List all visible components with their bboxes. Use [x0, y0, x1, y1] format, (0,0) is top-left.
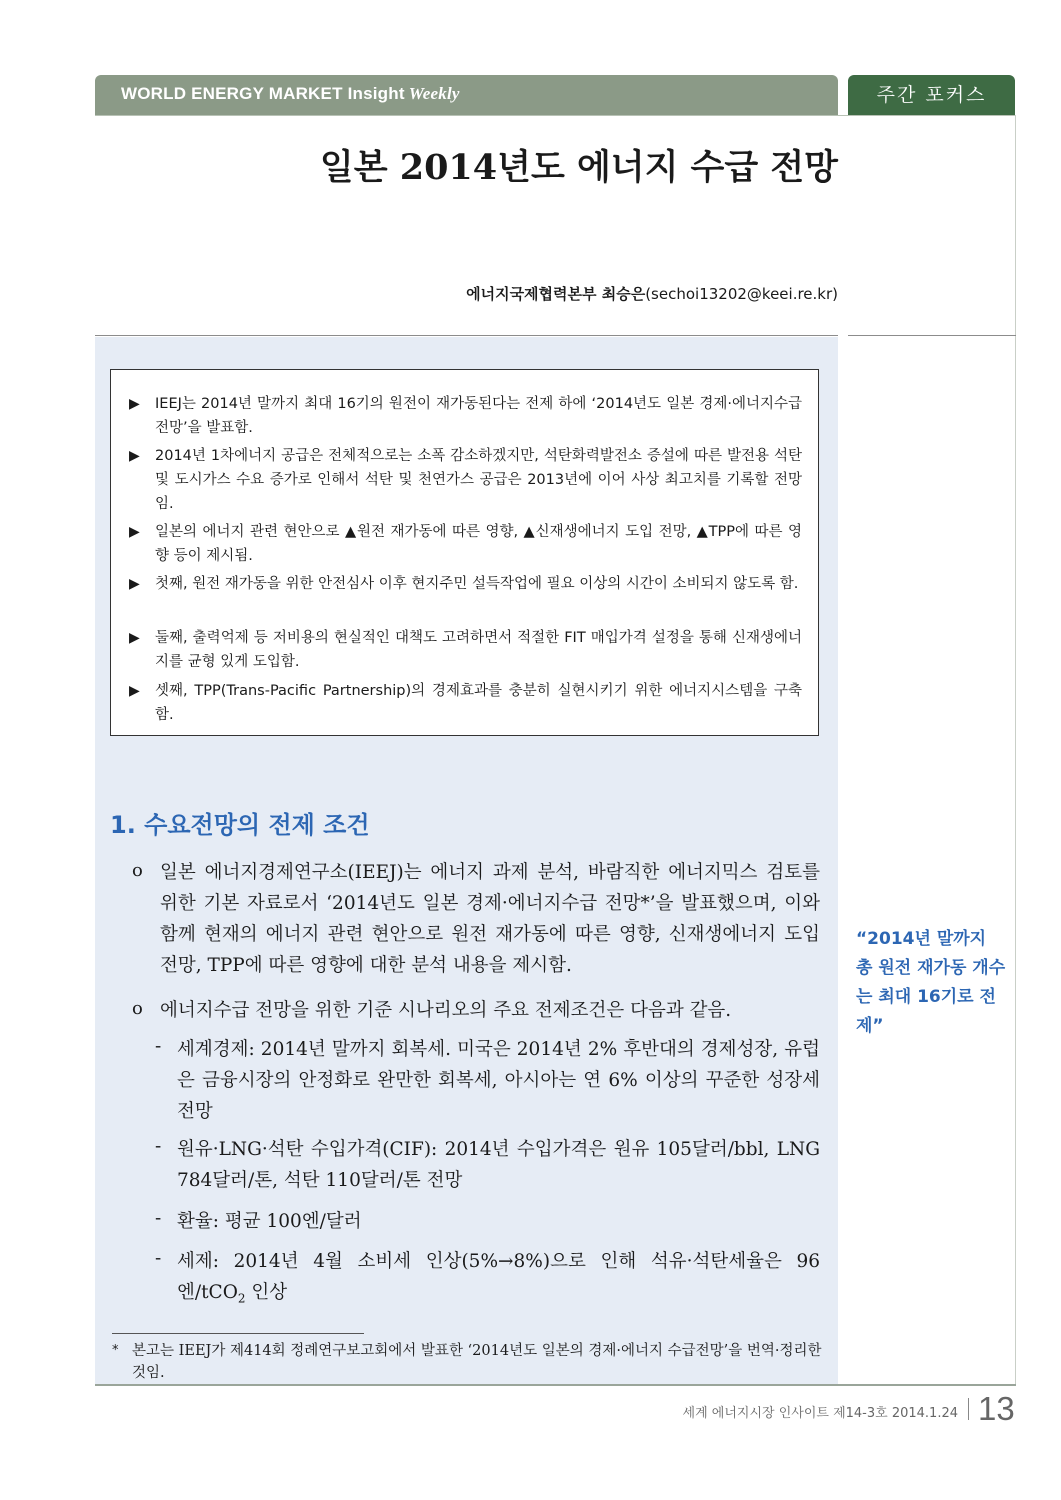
- right-triangle-icon: ▶: [129, 396, 140, 412]
- sub-item-world-economy: 세계경제: 2014년 말까지 회복세. 미국은 2014년 2% 후반대의 경제성장, 유럽은 금융시장의 안정화로 완만한 회복세, 아시아는 연 6% 이상의 꾸준한 성장세 전망: [177, 1039, 820, 1122]
- summary-item: ▶ IEEJ는 2014년 말까지 최대 16기의 원전이 재가동된다는 전제 하에 ‘2014년도 일본 경제·에너지수급 전망’을 발표함.: [129, 392, 802, 440]
- dash-marker: -: [155, 1248, 162, 1269]
- bullet-o-icon: o: [132, 998, 143, 1019]
- dash-marker: -: [155, 1208, 162, 1229]
- article-title: 일본 2014년도 에너지 수급 전망: [319, 147, 838, 188]
- content-top-rule: [95, 335, 838, 336]
- summary-item: ▶ 일본의 에너지 관련 현안으로 ▲원전 재가동에 따른 영향, ▲신재생에너지 도입 전망, ▲TPP에 따른 영향 등이 제시됨.: [129, 520, 802, 568]
- section-tab-focus: 주간 포커스: [848, 75, 1015, 115]
- sub-item-tax: 세제: 2014년 4월 소비세 인상(5%→8%)으로 인해 석유·석탄세율은 96엔/tCO$_2$ 인상: [177, 1251, 820, 1306]
- author-email: (sechoi13202@keei.re.kr): [645, 285, 838, 303]
- summary-box: [110, 369, 819, 736]
- author-line: [95, 283, 838, 304]
- section-heading: 1. 수요전망의 전제 조건: [110, 811, 370, 839]
- page-number: 13: [978, 1390, 1015, 1427]
- sidebar-pull-quote: “2014년 말까지 총 원전 재가동 개수는 최대 16기로 전제”: [856, 929, 1006, 1036]
- footnote-rule: [112, 1333, 364, 1334]
- author-name: 에너지국제협력본부 최승은: [466, 285, 646, 303]
- sub-item-import-price: 원유·LNG·석탄 수입가격(CIF): 2014년 수입가격은 원유 105달러/bbl, LNG 784달러/톤, 석탄 110달러/톤 전망: [177, 1139, 820, 1191]
- right-triangle-icon: ▶: [129, 576, 140, 592]
- sub-item-exchange-rate: 환율: 평균 100엔/달러: [177, 1211, 362, 1232]
- right-triangle-icon: ▶: [129, 630, 140, 646]
- right-triangle-icon: ▶: [129, 683, 140, 699]
- sidebar-top-rule: [848, 335, 1016, 336]
- header-rule: [95, 115, 1016, 116]
- summary-item: ▶ 둘째, 출력억제 등 저비용의 현실적인 대책도 고려하면서 적절한 FIT 매입가격 설정을 통해 신재생에너지를 균형 있게 도입함.: [129, 626, 802, 674]
- footer-publication: 세계 에너지시장 인사이트 제14-3호 2014.1.24: [682, 1406, 958, 1421]
- summary-item: ▶ 셋째, TPP(Trans-Pacific Partnership)의 경제효과를 충분히 실현시키기 위한 에너지시스템을 구축함.: [129, 679, 802, 727]
- summary-item: ▶ 2014년 1차에너지 공급은 전체적으로는 소폭 감소하겠지만, 석탄화력발전소 증설에 따른 발전용 석탄 및 도시가스 수요 증가로 인해서 석탄 및 천연가스 공급은 2013년에 이어 사상 최고치를 기록할 전망임.: [129, 444, 802, 516]
- weekly-label: Weekly: [408, 84, 460, 103]
- footer-separator: [968, 1398, 969, 1420]
- footnote-text: 본고는 IEEJ가 제414회 정례연구보고회에서 발표한 ‘2014년도 일본의 경제·에너지 수급전망’을 번역·정리한 것임.: [132, 1343, 822, 1381]
- footer-rule: [95, 1384, 1016, 1386]
- right-triangle-icon: ▶: [129, 448, 140, 464]
- publication-header-title: WORLD ENERGY MARKET Insight Weekly: [121, 84, 460, 103]
- footnote-mark: *: [112, 1343, 119, 1358]
- body-paragraph: 에너지수급 전망을 위한 기준 시나리오의 주요 전제조건은 다음과 같음.: [160, 1000, 732, 1021]
- summary-item: ▶ 첫째, 원전 재가동을 위한 안전심사 이후 현지주민 설득작업에 필요 이상의 시간이 소비되지 않도록 함.: [129, 572, 802, 596]
- right-margin-rule: [1015, 115, 1016, 1385]
- dash-marker: -: [155, 1136, 162, 1157]
- bullet-o-icon: o: [132, 860, 143, 881]
- right-triangle-icon: ▶: [129, 524, 140, 540]
- dash-marker: -: [155, 1036, 162, 1057]
- body-paragraph: 일본 에너지경제연구소(IEEJ)는 에너지 과제 분석, 바람직한 에너지믹스 검토를 위한 기본 자료로서 ‘2014년도 일본 경제·에너지수급 전망*’을 발표했으며, 이와 함께 현재의 에너지 관련 현안으로 원전 재가동에 따른 영향, 신재생에너지 도입 전망, TPP에 따른 영향에 대한 분석 내용을 제시함.: [160, 862, 820, 976]
